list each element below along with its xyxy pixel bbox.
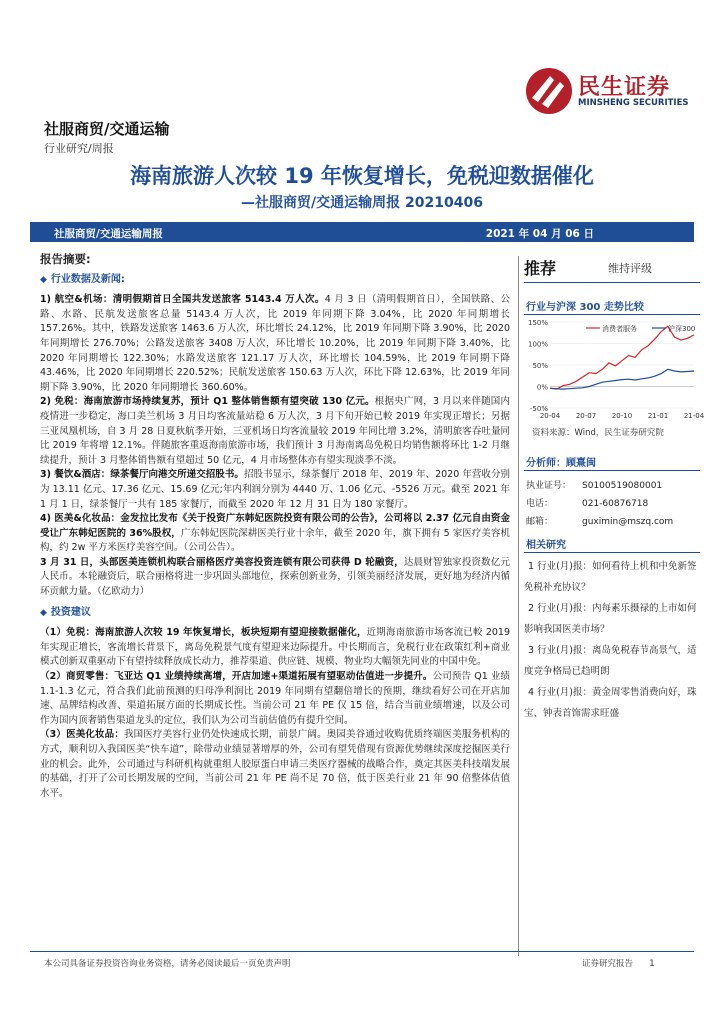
related-research-item[interactable]: 2 行业(月)报：内每素乐摄禄的上市如何影响我国医美市场？ [524, 603, 697, 635]
related-research-title: 相关研究 [526, 540, 566, 551]
divider [524, 314, 700, 315]
chart-y-tick-label: 150% [527, 319, 548, 327]
report-date: 2021 年 04 月 06 日 [485, 228, 594, 240]
chart-x-tick-label: 21-04 [683, 412, 705, 420]
news-item: 4) 医美&化妆品：金发拉比发布《关于投资广东韩妃医院投资有限公司的公告》，公司将以 2.37 亿元自由资金受让广东韩妃医院的 36%股权，广东韩妃医院深耕医美行业十余年，截至 2020 年，旗下拥有 5 家医疗美容机构，约 2w 平方米医疗美容空间。（公司公告）。 [40, 513, 510, 554]
chart-y-tick-label: 100% [527, 340, 548, 349]
company-logo [524, 66, 694, 116]
related-research-item[interactable]: 4 行业(月)报：黄金周零售消费向好，珠宝、钟表首饰需求旺盛 [524, 687, 697, 719]
chart-source: 资料来源：Wind，民生证券研究院 [532, 428, 664, 438]
news-list [40, 293, 510, 599]
diamond-bullet-icon: ◆ [40, 607, 47, 618]
report-type: 行业研究/周报 [44, 142, 114, 155]
chart-y-tick-label: -50% [529, 405, 548, 413]
chart-x-tick-label: 20-04 [539, 412, 561, 420]
report-title: 海南旅游人次较 19 年恢复增长，免税迎数据催化 [130, 164, 594, 188]
related-research-item[interactable]: 1 行业(月)报：如何看待上机和中免新签免税补充协议？ [524, 561, 697, 593]
header-bar [30, 222, 694, 242]
analyst-email[interactable]: 邮箱： guximin@mszq.com [526, 517, 674, 527]
rating-note: 维持评级 [608, 262, 652, 275]
rating-label: 推荐 [524, 259, 557, 278]
chart-x-tick-label: 20-10 [611, 412, 633, 420]
page-number: 1 [649, 959, 655, 969]
analyst-license: 执业证号： S0100519080001 [526, 481, 663, 491]
diamond-bullet-icon: ◆ [40, 274, 47, 285]
footer-divider [30, 951, 694, 952]
minsheng-logo-icon [524, 66, 574, 116]
advice-item: （2）商贸零售：飞亚达 Q1 业绩持续高增，开店加速+渠道拓展有望驱动估值进一步提升。公司预告 Q1 业绩 1.1-1.3 亿元，符合我们此前预测的归母净利润比 2019 年同期有望翻倍增长的预期，继续看好公司在开店加速、品牌结构改善、渠道拓展方面的长期成长性。当前公司 21 年 PE 仅 15 倍，结合当前业绩增速，以及公司作为国内顶奢销售渠道龙头的定位，我们认为公司当前估值仍有提升空间。 [40, 671, 511, 726]
news-item: 1) 航空&机场：清明假期首日全国共发送旅客 5143.4 万人次。4 月 3 日（清明假期首日），全国铁路、公路、水路、民航发送旅客总量 5143.4 万人次，比 2019 年同期下降 3.04%，比 2020 年同期增长 157.26%。其中，铁路发送旅客 1463.6 万人次，环比增长 24.12%，比 2019 年同期下降 3.90%，比 2020 年同期增长 276.70%；公路发送旅客 3408 万人次，环比增长 10.20%，比 2019 年同期下降 3.40%，比 2020 年同期增长 122.30%；水路发送旅客 121.17 万人次，环比增长 104.59%，比 2019 年同期下降 43.46%，比 2020 年同期增长 220.52%；民航发送旅客 150.63 万人次，环比下降 12.63%，比 2019 年同期下降 3.90%，比 2020 年同期增长 360.60%。 [40, 294, 510, 393]
header-bar-label: 社服商贸/交通运输周报 [54, 228, 163, 240]
news-item: 3 月 31 日，头部医美连锁机构联合丽格医疗美容投资连锁有限公司获得 D 轮融资，达晨财智独家投资数亿元人民币。本轮融资后，联合丽格将进一步巩固头部地位，探索创新业务，引领美丽经济发展，更好地为经济内循环贡献力量。（亿欧动力） [40, 556, 510, 598]
main-content [40, 252, 510, 801]
divider [524, 552, 700, 553]
divider [524, 282, 700, 283]
footer-disclaimer: 本公司具备证券投资咨询业务资格，请务必阅读最后一页免责声明 [44, 959, 291, 969]
related-research-item[interactable]: 3 行业(月)报：离岛免税春节高景气，适度竞争格局已趋明朗 [524, 645, 697, 677]
related-research-list [524, 556, 700, 724]
sector-title: 社服商贸/交通运输 [44, 120, 170, 138]
chart-legend-label: 消费者服务 [602, 325, 637, 333]
analyst-phone: 电话： 021-60876718 [526, 499, 649, 509]
chart-y-tick-label: 0% [536, 383, 548, 392]
advice-item: （1）免税：海南旅游人次较 19 年恢复增长，板块短期有望迎接数据催化，近期海南旅游市场客流已較 2019 年实现正增长，客流增长背景下，离岛免税景气度有望迎来边际提升。中长期而言，免税行业在政策红利+商业模式创新双重驱动下有望持续释放成长动力，推荐渠道、供应链、规模、物业均大幅领先同业的中国中免。 [40, 627, 510, 668]
divider [524, 470, 700, 471]
news-item: 2) 免税：海南旅游市场持续复苏，预计 Q1 整体销售额有望突破 130 亿元。根据央广网，3 月以来伴随国内疫情进一步稳定，海口美兰机场 3 月日均客流量站稳 6 万人次，3 月下旬开始已較 2019 年实现正增长；另据三亚凤凰机场，自 3 月 28 日夏秋航季开始，三亚机场日均客流量较 2019 年同比增 3.2%，清明旅客吞吐量同比 2019 年将增 12.1%。伴随旅客重返海南旅游市场，我们预计 3 月海南离岛免税日均销售额将环比 1-2 月继续提升，预计 3 月整体销售额有望超过 50 亿元，4 月市场整体亦有望实现淡季不淡。 [40, 396, 510, 466]
chart-y-tick-label: 50% [532, 362, 548, 370]
footer-label: 证券研究报告 1 [582, 959, 655, 969]
chart-x-tick-label: 20-07 [575, 412, 597, 420]
chart-series-line [550, 369, 694, 389]
column-divider [518, 256, 519, 956]
news-item: 3) 餐饮&酒店：绿茶餐厅向港交所递交招股书。招股书显示，绿茶餐厅 2018 年、2019 年、2020 年营收分别为 13.11 亿元、17.36 亿元、15.69 亿元;年内利润分别为 4440 万、1.06 亿元、-5526 万元。截至 2021 年 1 月 1 日，绿茶餐厅一共有 185 家餐厅，而截至 2020 年 12 月 31 日为 180 家餐厅。 [40, 469, 510, 510]
report-subtitle: —社服商贸/交通运输周报 20210406 [241, 195, 483, 211]
news-section-title: ◆ 行业数据及新闻: [40, 273, 125, 285]
advice-item: （3）医美化妆品：我国医疗美容行业仍处快速成长期，前景广阔。奥园美谷通过收购优质终端医美服务机构的方式，顺利切入我国医美“快车道”，除带动业绩显著增厚的外，公司有望凭借现有资源优势继续深度挖掘医美行业的机会。此外，公司通过与科研机构就重组人胶原蛋白申请三类医疗器械的战略合作，奠定其医美科技端发展的基础，打开了公司长期发展的空间，当前公司 21 年 PE 尚不足 70 倍，低于医美行业 21 年 90 倍整体估值水平。 [40, 729, 510, 799]
advice-list [40, 626, 510, 801]
summary-heading: 报告摘要: [40, 252, 91, 266]
logo-name-en: MINSHENG SECURITIES [578, 98, 689, 108]
trend-chart [524, 316, 705, 424]
analyst-title: 分析师：顾熹闽 [526, 458, 596, 469]
chart-legend-label: 沪深300 [668, 325, 696, 333]
advice-section-title: ◆ 投资建议 [40, 606, 91, 618]
chart-title: 行业与沪深 300 走势比较 [526, 302, 644, 313]
chart-x-tick-label: 21-01 [647, 412, 669, 420]
logo-name-cn: 民生证券 [578, 75, 671, 100]
